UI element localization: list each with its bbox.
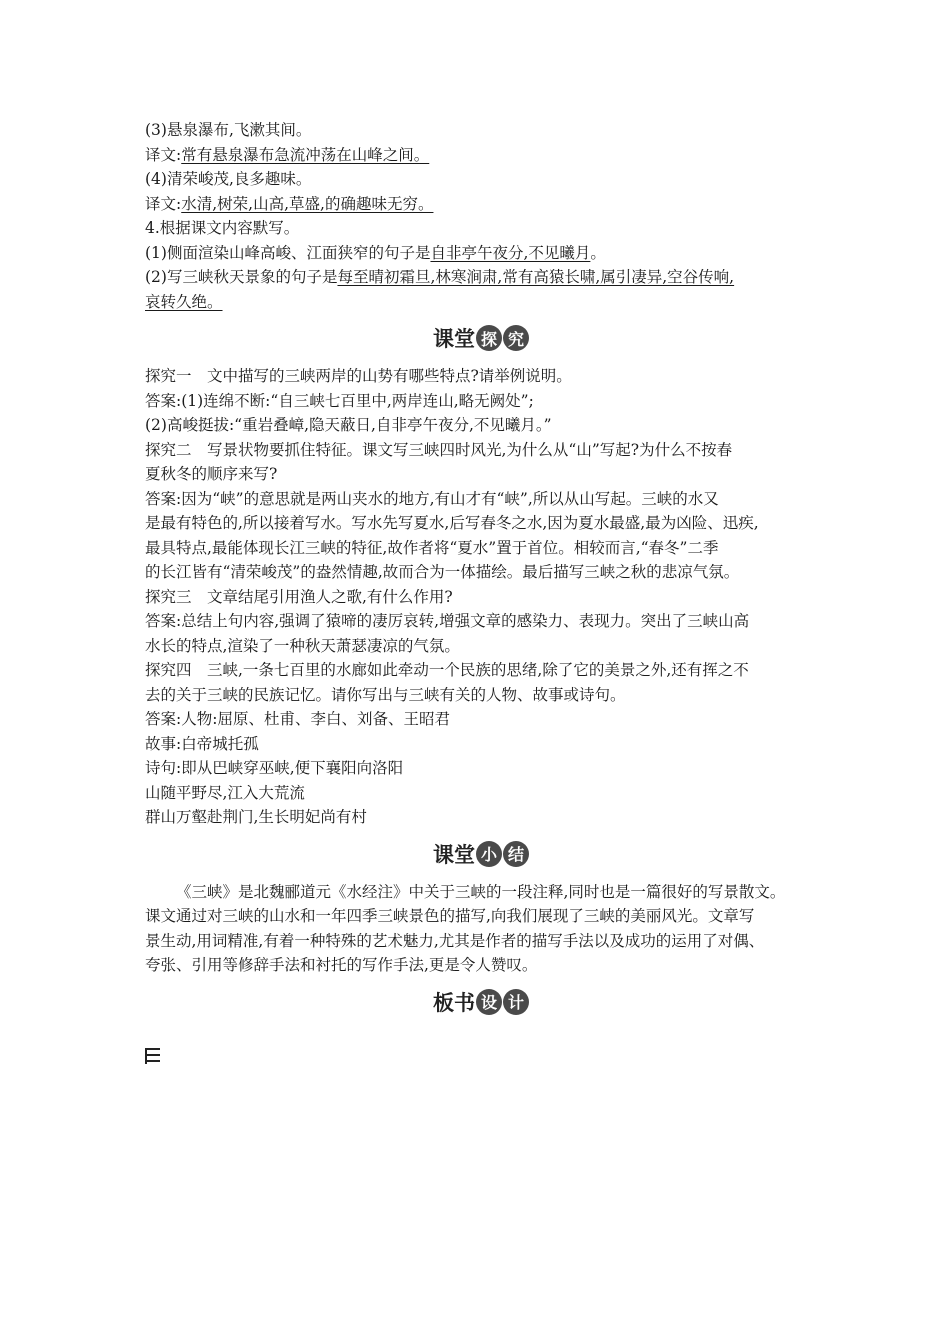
diagram-placeholder-icon xyxy=(145,1048,160,1062)
question-suffix: 。 xyxy=(590,243,606,262)
section-heading-board-design xyxy=(145,982,817,1022)
translation-label: 译文: xyxy=(145,145,182,164)
explore-line: 的长江皆有“清荣峻茂”的盎然情趣,故而合为一体描绘。最后描写三峡之秋的悲凉气氛。 xyxy=(145,563,740,581)
answer-text: 哀转久绝。 xyxy=(145,292,223,311)
summary-line: 夸张、引用等修辞手法和衬托的写作手法,更是令人赞叹。 xyxy=(145,956,538,974)
question-line xyxy=(145,241,817,266)
text-line: (3)悬泉瀑布,飞漱其间。 xyxy=(145,121,312,139)
translation-line xyxy=(145,192,817,217)
explore-line: 群山万壑赴荆门,生长明妃尚有村 xyxy=(145,808,367,826)
explore-line: 故事:白帝城托孤 xyxy=(145,734,259,753)
heading-plain: 课堂 xyxy=(433,327,475,351)
explore-line: 夏秋冬的顺序来写? xyxy=(145,465,278,483)
answer-text: 自非亭午夜分,不见曦月 xyxy=(430,243,591,262)
heading-badge: 究 xyxy=(503,325,529,351)
heading-badge: 探 xyxy=(476,325,502,351)
question-title: 4.根据课文内容默写。 xyxy=(145,219,300,237)
summary-line: 课文通过对三峡的山水和一年四季三峡景色的描写,向我们展现了三峡的美丽风光。文章写 xyxy=(145,907,755,925)
explore-line: 是最有特色的,所以接着写水。写水先写夏水,后写春冬之水,因为夏水最盛,最为凶险、迅疾, xyxy=(145,514,759,532)
question-line xyxy=(145,265,817,290)
explore-line: 探究二 写景状物要抓住特征。课文写三峡四时风光,为什么从“山”写起?为什么不按春 xyxy=(145,440,733,459)
document-page xyxy=(145,118,817,1028)
heading-plain: 板书 xyxy=(433,990,475,1015)
explore-line: 山随平野尽,江入大荒流 xyxy=(145,783,305,802)
explore-line: 诗句:即从巴峡穿巫峡,便下襄阳向洛阳 xyxy=(145,759,404,777)
explore-line: 答案:因为“峡”的意思就是两山夹水的地方,有山才有“峡”,所以从山写起。三峡的水又 xyxy=(145,489,719,508)
text-line: (4)清荣峻茂,良多趣味。 xyxy=(145,170,312,188)
heading-badge: 结 xyxy=(503,841,529,867)
section-heading-explore xyxy=(145,318,817,358)
translation-label: 译文: xyxy=(145,194,182,213)
heading-badge: 小 xyxy=(476,841,502,867)
explore-line: 去的关于三峡的民族记忆。请你写出与三峡有关的人物、故事或诗句。 xyxy=(145,685,626,704)
explore-line: 探究三 文章结尾引用渔人之歌,有什么作用? xyxy=(145,587,453,606)
answer-continuation xyxy=(145,290,817,315)
explore-line: 水长的特点,渲染了一种秋天萧瑟凄凉的气氛。 xyxy=(145,636,460,655)
section-heading-summary xyxy=(145,834,817,874)
answer-text: 每至晴初霜旦,林寒涧肃,常有高猿长啸,属引凄异,空谷传响, xyxy=(337,268,735,286)
explore-line: 答案:(1)连绵不断:“自三峡七百里中,两岸连山,略无阙处”; xyxy=(145,391,534,410)
summary-line: 《三峡》是北魏郦道元《水经注》中关于三峡的一段注释,同时也是一篇很好的写景散文。 xyxy=(176,882,786,901)
explore-line: (2)高峻挺拔:“重岩叠嶂,隐天蔽日,自非亭午夜分,不见曦月。” xyxy=(145,416,552,434)
translation-answer: 常有悬泉瀑布急流冲荡在山峰之间。 xyxy=(181,145,430,164)
explore-line: 探究一 文中描写的三峡两岸的山势有哪些特点?请举例说明。 xyxy=(145,367,572,385)
heading-badge: 计 xyxy=(503,989,529,1015)
heading-plain: 课堂 xyxy=(433,842,475,867)
question-text: (2)写三峡秋天景象的句子是 xyxy=(145,268,338,286)
explore-line: 探究四 三峡,一条七百里的水廊如此牵动一个民族的思绪,除了它的美景之外,还有挥之不 xyxy=(145,661,749,679)
explore-line: 最具特点,最能体现长江三峡的特征,故作者将“夏水”置于首位。相较而言,“春冬”二季 xyxy=(145,538,719,557)
translation-line xyxy=(145,143,817,168)
heading-badge: 设 xyxy=(476,989,502,1015)
explore-line: 答案:总结上句内容,强调了猿啼的凄厉哀转,增强文章的感染力、表现力。突出了三峡山高 xyxy=(145,612,750,630)
explore-line: 答案:人物:屈原、杜甫、李白、刘备、王昭君 xyxy=(145,710,450,728)
summary-line: 景生动,用词精准,有着一种特殊的艺术魅力,尤其是作者的描写手法以及成功的运用了对偶、 xyxy=(145,931,765,950)
question-text: (1)侧面渲染山峰高峻、江面狭窄的句子是 xyxy=(145,243,431,262)
explore-section xyxy=(145,364,817,830)
translation-answer: 水清,树荣,山高,草盛,的确趣味无穷。 xyxy=(181,194,434,213)
summary-section xyxy=(145,880,817,978)
